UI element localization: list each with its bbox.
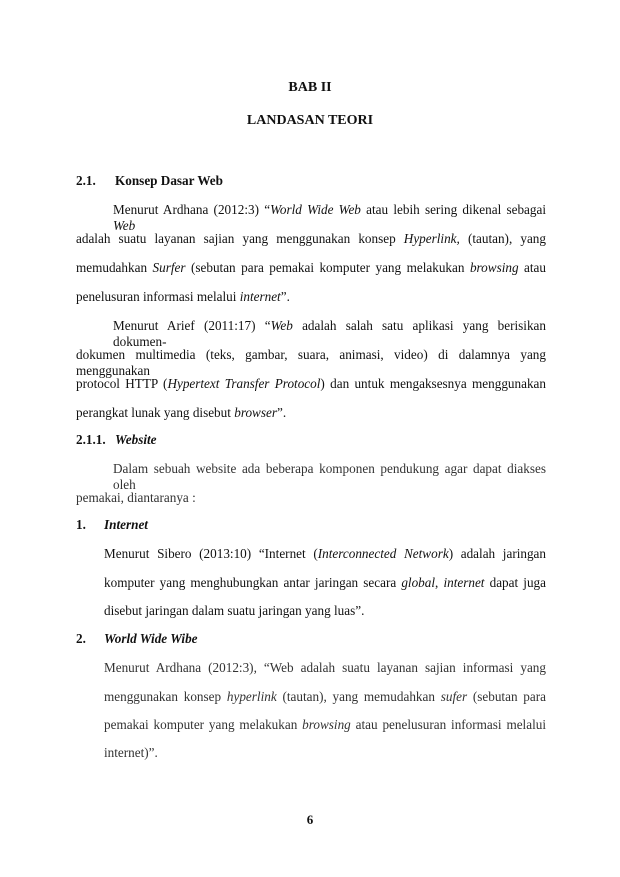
list-number: 1. bbox=[76, 517, 86, 532]
paragraph-line: komputer yang menghubungkan antar jaringan secara global, internet dapat juga bbox=[104, 575, 546, 590]
paragraph-line: memudahkan Surfer (sebutan para pemakai komputer yang melakukan browsing atau bbox=[76, 260, 546, 275]
paragraph-line: dokumen multimedia (teks, gambar, suara, animasi, video) di dalamnya yang menggunakan bbox=[76, 347, 546, 378]
list-item-title: World Wide Wibe bbox=[104, 631, 198, 646]
paragraph-line: pemakai komputer yang melakukan browsing atau penelusuran informasi melalui bbox=[104, 717, 546, 732]
paragraph-line: disebut jaringan dalam suatu jaringan yang luas”. bbox=[104, 603, 365, 618]
subsection-title: Website bbox=[115, 432, 157, 447]
subsection-number: 2.1.1. bbox=[76, 432, 106, 447]
paragraph-line: Menurut Ardhana (2012:3) “World Wide Web atau lebih sering dikenal sebagai Web bbox=[113, 202, 547, 233]
paragraph-line: Menurut Ardhana (2012:3), “Web adalah suatu layanan sajian informasi yang bbox=[104, 660, 546, 675]
section-number: 2.1. bbox=[76, 173, 96, 188]
paragraph-line: penelusuran informasi melalui internet”. bbox=[76, 289, 290, 304]
paragraph-line: Menurut Sibero (2013:10) “Internet (Interconnected Network) adalah jaringan bbox=[104, 546, 547, 561]
chapter-label: BAB II bbox=[288, 80, 332, 95]
list-item-title: Internet bbox=[104, 517, 148, 532]
paragraph-line: internet)”. bbox=[104, 745, 158, 760]
paragraph-line: adalah suatu layanan sajian yang menggunakan konsep Hyperlink, (tautan), yang bbox=[76, 231, 546, 246]
section-title: Konsep Dasar Web bbox=[115, 173, 223, 188]
paragraph-line: Menurut Arief (2011:17) “Web adalah salah satu aplikasi yang berisikan dokumen- bbox=[113, 318, 546, 349]
paragraph-line: pemakai, diantaranya : bbox=[76, 490, 196, 505]
paragraph-line: protocol HTTP (Hypertext Transfer Protocol) dan untuk mengaksesnya menggunakan bbox=[76, 376, 546, 391]
paragraph-line: Dalam sebuah website ada beberapa komponen pendukung agar dapat diakses oleh bbox=[113, 461, 546, 492]
page-number: 6 bbox=[306, 812, 314, 827]
paragraph-line: perangkat lunak yang disebut browser”. bbox=[76, 405, 287, 420]
paragraph-line: menggunakan konsep hyperlink (tautan), yang memudahkan sufer (sebutan para bbox=[104, 689, 547, 704]
list-number: 2. bbox=[76, 631, 86, 646]
chapter-title: LANDASAN TEORI bbox=[246, 113, 374, 128]
